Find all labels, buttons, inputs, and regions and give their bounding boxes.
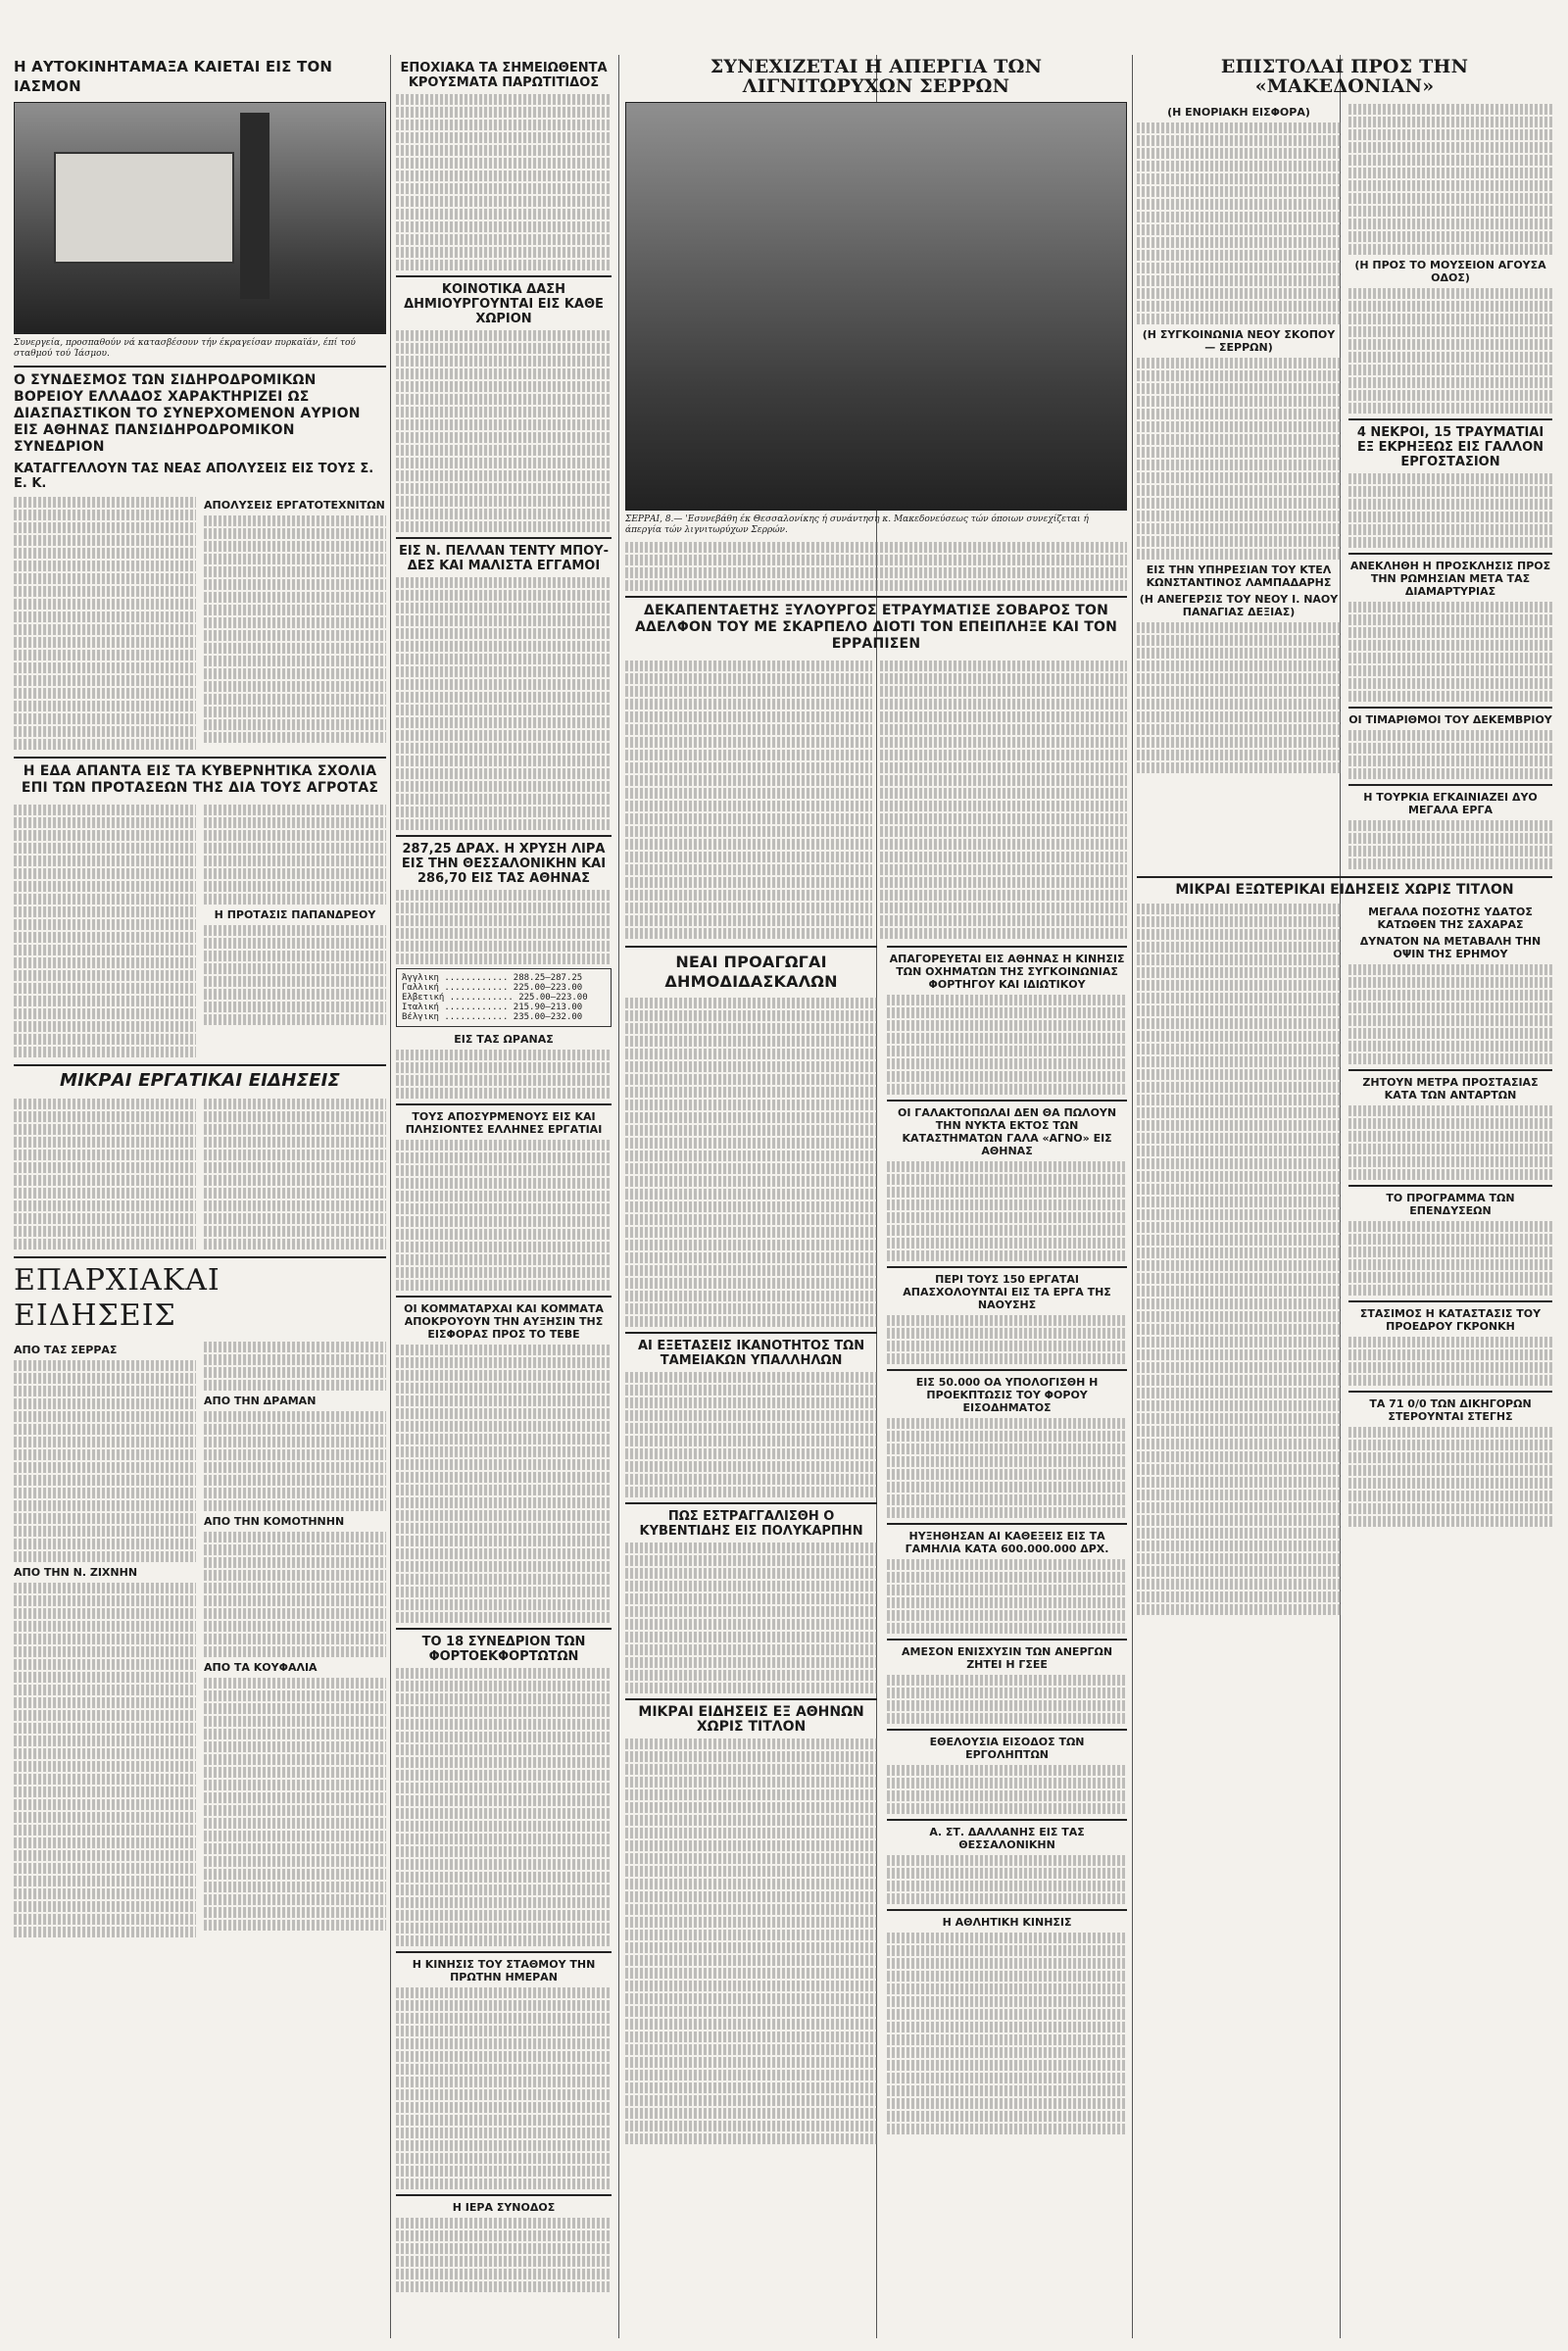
subheadline-church: (Η ΑΝΕΓΕΡΣΙΣ ΤΟΥ ΝΕΟΥ Ι. ΝΑΟΥ ΠΑΝΑΓΙΑΣ ΔΕΞΙΑΣ) [1139, 593, 1339, 618]
headline-provincial: ΕΠΑΡΧΙΑΚΑΙ ΕΙΔΗΣΕΙΣ [14, 1263, 220, 1333]
headline-lawyers: ΤΑ 71 0/0 ΤΩΝ ΔΙΚΗΓΟΡΩΝ ΣΤΕΡΟΥΝΤΑΙ ΣΤΕΓΗΣ [1369, 1397, 1532, 1423]
headline-investment-program: ΤΟ ΠΡΟΓΡΑΜΜΑ ΤΩΝ ΕΠΕΝΔΥΣΕΩΝ [1386, 1192, 1515, 1217]
article-body [14, 803, 386, 1059]
subheadline-koufalia: ΑΠΟ ΤΑ ΚΟΥΦΑΛΙΑ [204, 1661, 318, 1674]
headline-dallas: Α. ΣΤ. ΔΑΛΛΑΝΗΣ ΕΙΣ ΤΑΣ ΘΕΣΣΑΛΟΝΙΚΗΝ [929, 1826, 1085, 1851]
headline-gold-sovereign: 287,25 ΔΡΑΧ. Η ΧΡΥΣΗ ΛΙΡΑ ΕΙΣ ΤΗΝ ΘΕΣΣΑΛΟΝΙΚΗΝ ΚΑΙ 286,70 ΕΙΣ ΤΑΣ ΑΘΗΝΑΣ [401, 842, 607, 886]
subheadline-serres: ΑΠΟ ΤΑΣ ΣΕΡΡΑΣ [14, 1344, 118, 1356]
headline-community-forests: ΚΟΙΝΟΤΙΚΑ ΔΑΣΗ ΔΗΜΙΟΥΡΓΟΥΝΤΑΙ ΕΙΣ ΚΑΘΕ ΧΩΡΙΟΝ [404, 282, 604, 326]
headline-small-foreign: ΜΙΚΡΑΙ ΕΞΩΤΕΡΙΚΑΙ ΕΙΔΗΣΕΙΣ ΧΩΡΙΣ ΤΙΤΛΟΝ [1175, 882, 1514, 898]
foreign-body [1137, 902, 1552, 1617]
subheadline-transport: (Η ΣΥΓΚΟΙΝΩΝΙΑ ΝΕΟΥ ΣΚΟΠΟΥ — ΣΕΡΡΩΝ) [1142, 328, 1336, 354]
headline-tax-exams: ΑΙ ΕΞΕΤΑΣΕΙΣ ΙΚΑΝΟΤΗΤΟΣ ΤΩΝ ΤΑΜΕΙΑΚΩΝ ΥΠΑΛΛΗΛΩΝ [638, 1339, 865, 1368]
subheadline-drama: ΑΠΟ ΤΗΝ ΔΡΑΜΑΝ [204, 1395, 317, 1407]
headline-teacher-promotions: ΝΕΑΙ ΠΡΟΑΓΩΓΑΙ ΔΗΜΟΔΙΔΑΣΚΑΛΩΝ [664, 953, 838, 991]
column-2 [396, 57, 612, 2294]
headline-railway-union: Ο ΣΥΝΔΕΣΜΟΣ ΤΩΝ ΣΙΔΗΡΟΔΡΟΜΙΚΩΝ ΒΟΡΕΙΟΥ ΕΛΛΑΔΟΣ ΧΑΡΑΚΤΗΡΙΖΕΙ ΩΣ ΔΙΑΣΠΑΣΤΙΚΟΝ ΤΟ ΣΥΝΕΡΧΟΜΕΝΟΝ ΑΥΡΙΟΝ ΕΙΣ ΑΘΗΝΑΣ ΠΑΝΣΙΔΗΡΟΔΡΟΜΙΚΟΝ ΣΥΝΕΔΡΙΟΝ [14, 372, 361, 455]
price-row: Γαλλική ............ 225.00—223.00 [402, 983, 583, 993]
headline-president-gronchi: ΣΤΑΣΙΜΟΣ Η ΚΑΤΑΣΤΑΣΙΣ ΤΟΥ ΠΡΟΕΔΡΟΥ ΓΚΡΟΝΚΗ [1359, 1307, 1542, 1333]
column-rule [618, 55, 619, 2338]
price-row: Ελβετική ............ 225.00—223.00 [402, 993, 588, 1003]
headline-turkey: Η ΤΟΥΡΚΙΑ ΕΓΚΑΙΝΙΑΖΕΙ ΔΥΟ ΜΕΓΑΛΑ ΕΡΓΑ [1363, 791, 1538, 816]
headline-athletic: Η ΑΘΛΗΤΙΚΗ ΚΙΝΗΣΙΣ [942, 1916, 1072, 1929]
headline-invitation: ΑΝΕΚΛΗΘΗ Η ΠΡΟΣΚΛΗΣΙΣ ΠΡΟΣ ΤΗΝ ΡΩΜΗΣΙΑΝ ΜΕΤΑ ΤΑΣ ΔΙΑΜΑΡΤΥΡΙΑΣ [1349, 560, 1551, 598]
column-rule [390, 55, 391, 2338]
headline-small-athens: ΜΙΚΡΑΙ ΕΙΔΗΣΕΙΣ ΕΞ ΑΘΗΝΩΝ ΧΩΡΙΣ ΤΙΤΛΟΝ [638, 1704, 864, 1735]
photo-striking-miners [625, 102, 1127, 511]
headline-parties-tebe: ΟΙ ΚΟΜΜΑΤΑΡΧΑΙ ΚΑΙ ΚΟΜΜΑΤΑ ΑΠΟΚΡΟΥΟΥΝ ΤΗΝ ΑΥΞΗΣΙΝ ΤΗΣ ΕΙΣΦΟΡΑΣ ΠΡΟΣ ΤΟ ΤΕΒΕ [404, 1302, 604, 1341]
price-row: Βέλγικη ............ 235.00—232.00 [402, 1012, 583, 1022]
headline-dismissed-workers: ΤΟΥΣ ΑΠΟΣΥΡΜΕΝΟΥΣ ΕΙΣ ΚΑΙ ΠΛΗΣΙΟΝΤΕΣ ΕΛΛΗΝΕΣ ΕΡΓΑΤΙΑΙ [405, 1110, 603, 1136]
headline-carpenter: ΔΕΚΑΠΕΝΤΑΕΤΗΣ ΞΥΛΟΥΡΓΟΣ ΕΤΡΑΥΜΑΤΙΣΕ ΣΟΒΑΡΟΣ ΤΟΝ ΑΔΕΛΦΟΝ ΤΟΥ ΜΕ ΣΚΑΡΠΕΛΟ ΔΙΟΤΙ ΤΟΝ ΕΠΕΙΠΛΗΞΕ ΚΑΙ ΤΟΝ ΕΡΡΑΠΙΣΕΝ [634, 603, 1118, 652]
price-row: Ιταλική ............ 215.90—213.00 [402, 1003, 583, 1012]
headline-naousa-workers: ΠΕΡΙ ΤΟΥΣ 150 ΕΡΓΑΤΑΙ ΑΠΑΣΧΟΛΟΥΝΤΑΙ ΕΙΣ ΤΑ ΕΡΓΑ ΤΗΣ ΝΑΟΥΣΗΣ [903, 1273, 1111, 1311]
column-1 [14, 57, 386, 1939]
article-body [625, 659, 1127, 941]
headline-truckers-congress: ΤΟ 18 ΣΥΝΕΔΡΙΟΝ ΤΩΝ ΦΟΡΤΟΕΚΦΟΡΤΩΤΩΝ [421, 1635, 586, 1664]
subheadline-dismissals: ΚΑΤΑΓΓΕΛΛΟΥΝ ΤΑΣ ΝΕΑΣ ΑΠΟΛΥΣΕΙΣ ΕΙΣ ΤΟΥΣ Σ. Ε. Κ. [14, 462, 374, 491]
gold-price-table [396, 968, 612, 1027]
headline-kybentis: ΠΩΣ ΕΣΤΡΑΓΓΑΛΙΣΘΗ Ο ΚΥΒΕΝΤΙΔΗΣ ΕΙΣ ΠΟΛΥΚΑΡΠΗΝ [639, 1509, 863, 1539]
subheadline-zichni: ΑΠΟ ΤΗΝ Ν. ΖΙΧΝΗΝ [14, 1566, 138, 1579]
headline-gsee: ΑΜΕΣΟΝ ΕΝΙΣΧΥΣΙΝ ΤΩΝ ΑΝΕΡΓΩΝ ΖΗΤΕΙ Η ΓΣΕΕ [902, 1645, 1113, 1671]
headline-vehicle-ban: ΑΠΑΓΟΡΕΥΕΤΑΙ ΕΙΣ ΑΘΗΝΑΣ Η ΚΙΝΗΣΙΣ ΤΩΝ ΟΧΗΜΑΤΩΝ ΤΗΣ ΣΥΓΚΟΙΝΩΝΙΑΣ ΦΟΡΤΗΓΟΥ ΚΑΙ ΙΔΙΩΤΙΚΟΥ [889, 953, 1125, 991]
headline-small-labor: ΜΙΚΡΑΙ ΕΡΓΑΤΙΚΑΙ ΕΙΔΗΣΕΙΣ [60, 1070, 340, 1091]
photo-burning-bus [14, 102, 386, 334]
photo-caption: ΣΕΡΡΑΙ, 8.— 'Εσυνεβάθη έκ Θεσσαλονίκης ή συνάντηση κ. Μακεδονεύσεως τών όποιων συνεχίζεται ή άπεργία τών λιγνιτωρύχων Σερρών. [625, 514, 1089, 535]
headline-protection: ΖΗΤΟΥΝ ΜΕΤΡΑ ΠΡΟΣΤΑΣΙΑΣ ΚΑΤΑ ΤΩΝ ΑΝΤΑΡΤΩΝ [1362, 1076, 1539, 1102]
letters-body [1137, 102, 1552, 871]
subheadline-desert: ΔΥΝΑΤΟΝ ΝΑ ΜΕΤΑΒΑΛΗ ΤΗΝ ΟΨΙΝ ΤΗΣ ΕΡΗΜΟΥ [1359, 935, 1542, 960]
column-rule [1132, 55, 1133, 2338]
column-5-6 [1137, 57, 1552, 1617]
headline-lignite-strike: ΣΥΝΕΧΙΖΕΤΑΙ Η ΑΠΕΡΓΙΑ ΤΩΝ ΛΙΓΝΙΤΩΡΥΧΩΝ ΣΕΡΡΩΝ [710, 57, 1043, 97]
subheadline-komotini: ΑΠΟ ΤΗΝ ΚΟΜΟΤΗΝΗΝ [204, 1515, 345, 1528]
headline-eda: Η ΕΔΑ ΑΠΑΝΤΑ ΕΙΣ ΤΑ ΚΥΒΕΡΝΗΤΙΚΑ ΣΧΟΛΙΑ ΕΠΙ ΤΩΝ ΠΡΟΤΑΣΕΩΝ ΤΗΣ ΔΙΑ ΤΟΥΣ ΑΓΡΟΤΑΣ [21, 763, 379, 796]
lower-split [625, 941, 1127, 2146]
column-3-4 [625, 57, 1127, 2146]
headline-explosion: 4 ΝΕΚΡΟΙ, 15 ΤΡΑΥΜΑΤΙΑΙ ΕΞ ΕΚΡΗΞΕΩΣ ΕΙΣ ΓΑΛΛΟΝ ΕΡΓΟΣΤΑΣΙΟΝ [1356, 425, 1544, 469]
headline-sahara-water: ΜΕΓΑΛΑ ΠΟΣΟΤΗΣ ΥΔΑΤΟΣ ΚΑΤΩΘΕΝ ΤΗΣ ΣΑΧΑΡΑΣ [1368, 906, 1533, 931]
subheadline-ktel: ΕΙΣ ΤΗΝ ΥΠΗΡΕΣΙΑΝ ΤΟΥ ΚΤΕΛ ΚΩΝΣΤΑΝΤΙΝΟΣ ΛΑΜΠΑΔΑΡΗΣ [1146, 563, 1332, 589]
headline-payments: ΗΥΞΗΘΗΣΑΝ ΑΙ ΚΑΘΕΞΕΙΣ ΕΙΣ ΤΑ ΓΑΜΗΛΙΑ ΚΑΤΑ 600.000.000 ΔΡΧ. [905, 1530, 1109, 1555]
headline-milk-sellers: ΟΙ ΓΑΛΑΚΤΟΠΩΛΑΙ ΔΕΝ ΘΑ ΠΩΛΟΥΝ ΤΗΝ ΝΥΚΤΑ ΕΚΤΟΣ ΤΩΝ ΚΑΤΑΣΤΗΜΑΤΩΝ ΓΑΛΑ «ΑΓΝΟ» ΕΙΣ ΑΘΗΝΑΣ [898, 1106, 1117, 1157]
price-row: Άγγλικη ............ 288.25—287.25 [402, 973, 583, 983]
subheadline-parish: (Η ΕΝΟΡΙΑΚΗ ΕΙΣΦΟΡΑ) [1167, 106, 1310, 119]
headline-price-index: ΟΙ ΤΙΜΑΡΙΘΜΟΙ ΤΟΥ ΔΕΚΕΜΒΡΙΟΥ [1348, 713, 1552, 726]
headline-holy-synod: Η ΙΕΡΑ ΣΥΝΟΔΟΣ [452, 2201, 556, 2214]
article-body [14, 1097, 386, 1251]
headline-station-traffic: Η ΚΙΝΗΣΙΣ ΤΟΥ ΣΤΑΘΜΟΥ ΤΗΝ ΠΡΩΤΗΝ ΗΜΕΡΑΝ [412, 1958, 596, 1984]
headline-seasonal-mumps: ΕΠΟΧΙΑΚΑ ΤΑ ΣΗΜΕΙΩΘΕΝΤΑ ΚΡΟΥΣΜΑΤΑ ΠΑΡΩΤΙΤΙΔΟΣ [400, 61, 608, 90]
article-body [14, 1340, 386, 1939]
subheadline-papandreou: Η ΠΡΟΤΑΣΙΣ ΠΑΠΑΝΔΡΕΟΥ [214, 908, 376, 921]
subheadline-eek: ΕΙΣ ΤΑΣ ΩΡΑΝΑΣ [454, 1033, 554, 1046]
headline-pella: ΕΙΣ Ν. ΠΕΛΛΑΝ ΤΕΝΤΥ ΜΠΟΥ-ΔΕΣ ΚΑΙ ΜΑΛΙΣΤΑ ΕΓΓΑΜΟΙ [399, 544, 609, 573]
divider [14, 366, 386, 367]
article-body [14, 495, 386, 752]
headline-contractors: ΕΘΕΛΟΥΣΙΑ ΕΙΣΟΔΟΣ ΤΩΝ ΕΡΓΟΛΗΠΤΩΝ [929, 1736, 1085, 1761]
headline-bus-fire: Η ΑΥΤΟΚΙΝΗΤΑΜΑΞΑ ΚΑΙΕΤΑΙ ΕΙΣ ΤΟΝ ΙΑΣΜΟΝ [14, 58, 333, 95]
headline-income-tax: ΕΙΣ 50.000 ΟΑ ΥΠΟΛΟΓΙΣΘΗ Η ΠΡΟΕΚΠΤΩΣΙΣ ΤΟΥ ΦΟΡΟΥ ΕΙΣΟΔΗΜΑΤΟΣ [915, 1376, 1099, 1414]
subheadline-museum: (Η ΠΡΟΣ ΤΟ ΜΟΥΣΕΙΟΝ ΑΓΟΥΣΑ ΟΔΟΣ) [1354, 259, 1546, 284]
subheadline-worker-dismissals: ΑΠΟΛΥΣΕΙΣ ΕΡΓΑΤΟΤΕΧΝΙΤΩΝ [204, 499, 385, 512]
headline-letters: ΕΠΙΣΤΟΛΑΙ ΠΡΟΣ ΤΗΝ «ΜΑΚΕΔΟΝΙΑΝ» [1220, 57, 1469, 97]
photo-caption: Συνεργεία, προσπαθούν νά κατασβέσουν τήν έκραγείσαν πυρκαϊάν, έπί τού σταθμού τού Ίάσμου. [14, 338, 356, 359]
